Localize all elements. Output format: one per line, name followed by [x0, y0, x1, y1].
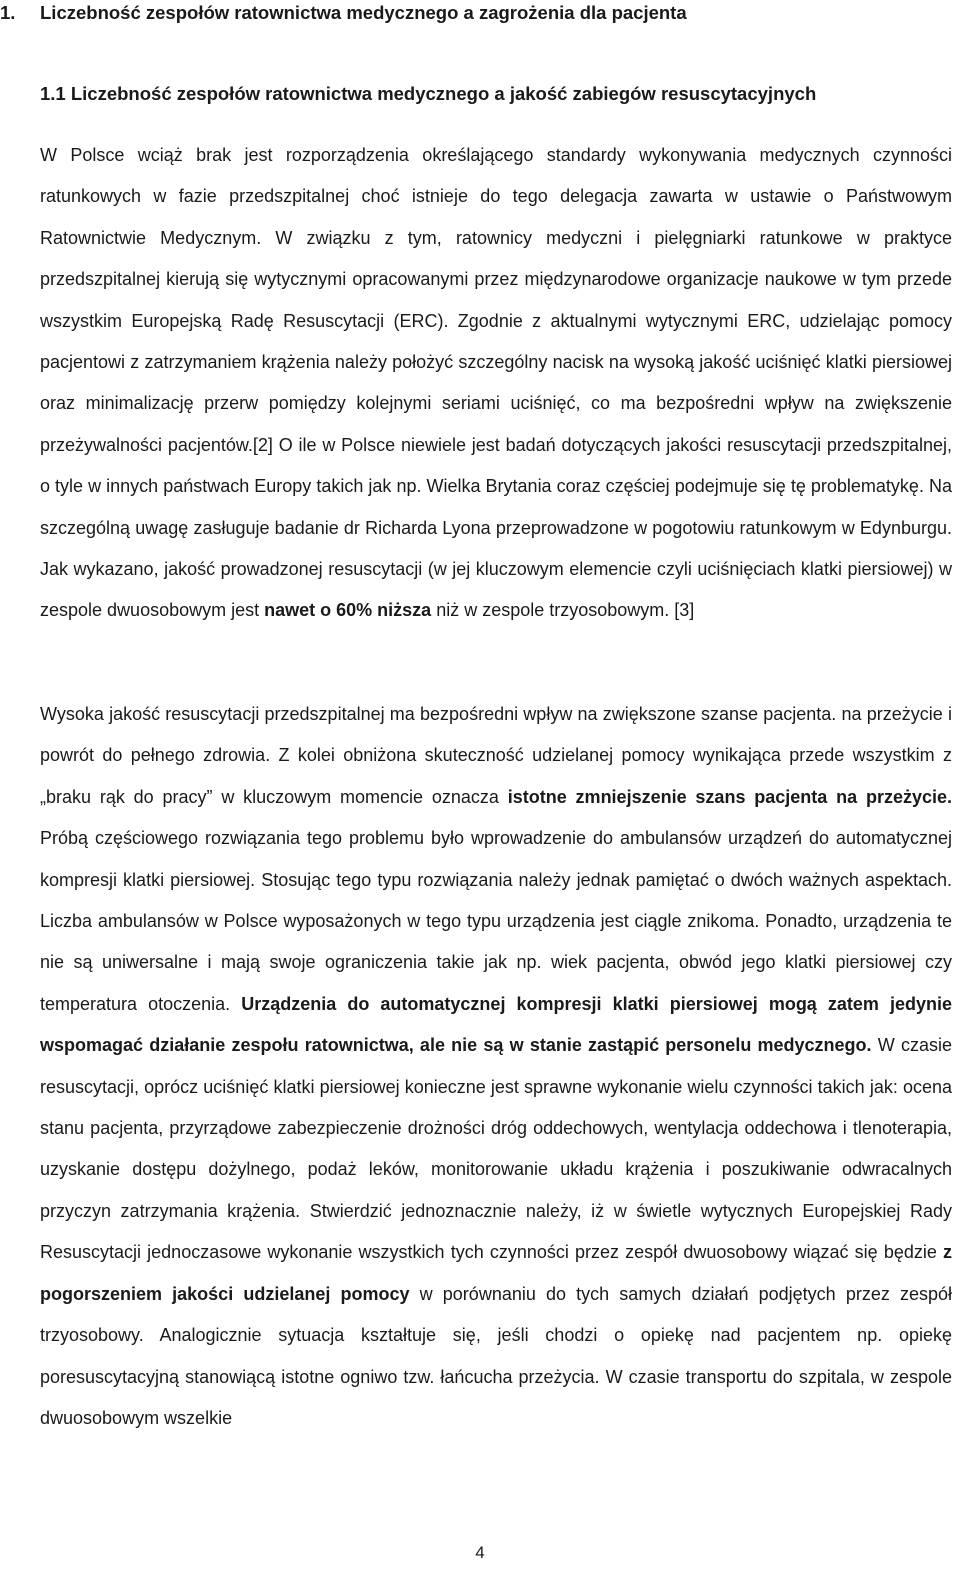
paragraph-2-text-d: w porównaniu do tych samych działań podjętych przez zespół trzyosobowy. Analogicznie sytuacja kształtuje się, jeśli chodzi o opiekę nad pacjentem np. opiekę poresuscytacyjną stanowiącą istotne ogniwo tzw. łańcucha przeżycia. W czasie transportu do szpitala, w zespole dwuosobowym wszelkie [40, 1283, 953, 1428]
paragraph-2-text-c: W czasie resuscytacji, oprócz uciśnięć klatki piersiowej konieczne jest sprawne wykonanie wielu czynności takich jak: ocena stanu pacjenta, przyrządowe zabezpieczenie drożności dróg oddechowych, wentylacja oddechowa i tlenoterapia, uzyskanie dostępu dożylnego, podaż leków, monitorowanie układu krążenia i poszukiwanie odwracalnych przyczyn zatrzymania krążenia. Stwierdzić jednoznacznie należy, iż w świetle wytycznych Europejskiej Rady Resuscytacji jednoczasowe wykonanie wszystkich tych czynności przez zespół dwuosobowy wiązać się będzie [40, 1035, 952, 1263]
paragraph-2 [40, 694, 952, 1439]
paragraph-1-text-b: niż w zespole trzyosobowym. [3] [431, 600, 695, 621]
paragraph-1-bold-a: nawet o 60% niższa [264, 600, 432, 621]
paragraph-1-text-a: W Polsce wciąż brak jest rozporządzenia określającego standardy wykonywania medycznych czynności ratunkowych w fazie przedszpitalnej choć istnieje do tego delegacja zawarta w ustawie o Państwowym Ratownictwie Medycznym. W związku z tym, ratownicy medyczni i pielęgniarki ratunkowe w praktyce przedszpitalnej kierują się wytycznymi opracowanymi przez międzynarodowe organizacje naukowe w tym przede wszystkim Europejską Radę Resuscytacji (ERC). Zgodnie z aktualnymi wytycznymi ERC, udzielając pomocy pacjentowi z zatrzymaniem krążenia należy położyć szczególny nacisk na wysoką jakość uciśnięć klatki piersiowej oraz minimalizację przerw pomiędzy kolejnymi seriami uciśnięć, co ma bezpośredni wpływ na zwiększenie przeżywalności pacjentów.[2] O ile w Polsce niewiele jest badań dotyczących jakości resuscytacji przedszpitalnej, o tyle w innych państwach Europy takich jak np. Wielka Brytania coraz częściej podejmuje się tę problematykę. Na szczególną uwagę zasługuje badanie dr Richarda Lyona przeprowadzone w pogotowiu ratunkowym w Edynburgu. Jak wykazano, jakość prowadzonej resuscytacji (w jej kluczowym elemencie czyli uciśnięciach klatki piersiowej) w zespole dwuosobowym jest [40, 145, 952, 621]
section-title: Liczebność zespołów ratownictwa medycznego a zagrożenia dla pacjenta [40, 2, 687, 23]
paragraph-2-bold-c: z pogorszeniem jakości udzielanej pomocy [40, 1242, 952, 1304]
paragraph-1 [40, 135, 952, 632]
paragraph-2-bold-a: istotne zmniejszenie szans pacjenta na przeżycie. [507, 786, 952, 807]
page-number: 4 [475, 1543, 485, 1562]
paragraph-2-bold-b: Urządzenia do automatycznej kompresji klatki piersiowej mogą zatem jedynie wspomagać działanie zespołu ratownictwa, ale nie są w stanie zastąpić personelu medycznego. [40, 993, 953, 1056]
section-number: 1. [0, 2, 16, 23]
subsection-heading: 1.1 Liczebność zespołów ratownictwa medycznego a jakość zabiegów resuscytacyjnych [40, 83, 817, 104]
paragraph-2-text-a: Wysoka jakość resuscytacji przedszpitalnej ma bezpośredni wpływ na zwiększone szanse pacjenta. na przeżycie i powrót do pełnego zdrowia. Z kolei obniżona skuteczność udzielanej pomocy wynikająca przede wszystkim z „braku rąk do pracy” w kluczowym momencie oznacza [40, 704, 952, 807]
paragraph-2-text-b: Próbą częściowego rozwiązania tego problemu było wprowadzenie do ambulansów urządzeń do automatycznej kompresji klatki piersiowej. Stosując tego typu rozwiązania należy jednak pamiętać o dwóch ważnych aspektach. Liczba ambulansów w Polsce wyposażonych w tego typu urządzenia jest ciągle znikoma. Ponadto, urządzenia te nie są uniwersalne i mają swoje ograniczenia takie jak np. wiek pacjenta, obwód jego klatki piersiowej czy temperatura otoczenia. [40, 828, 952, 1014]
section-heading [0, 2, 687, 24]
